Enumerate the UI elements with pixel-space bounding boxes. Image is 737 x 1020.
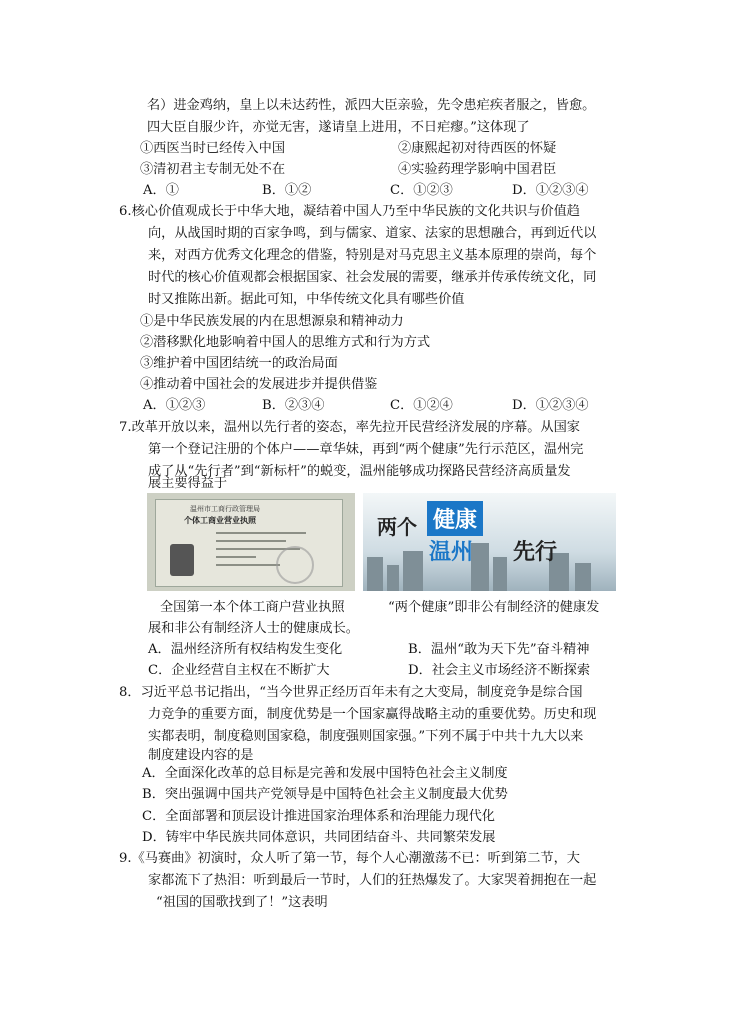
q6-stem-line-4: 时代的核心价值观都会根据国家、社会发展的需要，继承并传承传统文化，同 — [148, 270, 597, 285]
q7-option-c: C．企业经营自主权在不断扩大 — [148, 663, 330, 678]
building — [575, 563, 591, 591]
q8-option-d: D．铸牢中华民族共同体意识，共同团结奋斗、共同繁荣发展 — [142, 830, 496, 845]
q7-stem-line-2: 第一个登记注册的个体户——章华妹，再到“两个健康”先行示范区，温州完 — [148, 442, 584, 457]
banner-text-two: 两个 — [377, 515, 417, 539]
banner-text-health: 健康 — [427, 501, 483, 536]
q7-option-a: A．温州经济所有权结构发生变化 — [148, 642, 343, 657]
q6-item-2: ②潜移默化地影响着中国人的思维方式和行为方式 — [140, 335, 431, 350]
q6-stem-line-2: 向，从战国时期的百家争鸣，到与儒家、道家、法家的思想融合，再到近代以 — [148, 226, 597, 241]
building — [387, 565, 399, 591]
q7-option-b: B．温州“敢为天下先”奋斗精神 — [408, 642, 590, 657]
building — [471, 543, 489, 591]
license-text-line — [216, 564, 280, 566]
license-text-line — [216, 532, 306, 534]
q6-stem-line-5: 时又推陈出新。据此可知，中华传统文化具有哪些价值 — [148, 292, 465, 307]
q5-option-c: C．①②③ — [390, 183, 453, 198]
banner-text-lead: 先行 — [513, 540, 558, 565]
q9-stem-line-3: “祖国的国歌找到了！”这表明 — [156, 895, 328, 910]
q8-stem-line-1: 8．习近平总书记指出，“当今世界正经历百年未有之大变局，制度竞争是综合国 — [119, 685, 583, 700]
q7-stem-line-4: 展主要得益于 — [148, 476, 228, 491]
q6-item-1: ①是中华民族发展的内在思想源泉和精神动力 — [140, 314, 404, 329]
q8-stem-line-2: 力竞争的重要方面，制度优势是一个国家赢得战略主动的重要优势。历史和现 — [148, 707, 597, 722]
building — [493, 557, 507, 591]
license-seal — [276, 546, 314, 584]
license-caption: 全国第一本个体工商户营业执照 — [160, 600, 345, 615]
q6-option-b: B．②③④ — [262, 398, 325, 413]
q8-option-c: C．全面部署和顶层设计推进国家治理体系和治理能力现代化 — [142, 809, 495, 824]
q5-option-b: B．①② — [262, 183, 312, 198]
q6-option-c: C．①②④ — [390, 398, 453, 413]
q6-option-d: D．①②③④ — [512, 398, 589, 413]
q8-stem-line-3: 实都表明，制度稳则国家稳，制度强则国家强。”下列不属于中共十九大以来 — [148, 729, 584, 744]
q5-item-3: ③清初君主专制无处不在 — [140, 162, 286, 177]
license-issuer-text: 温州市工商行政管理局 — [190, 505, 260, 513]
license-text-line — [216, 556, 256, 558]
q7-option-d: D．社会主义市场经济不断探索 — [408, 663, 591, 678]
license-text-line — [216, 540, 286, 542]
q9-stem-line-1: 9.《马赛曲》初演时，众人听了第一节，每个人心潮激荡不已：听到第二节，大 — [119, 851, 580, 866]
q5-item-4: ④实验药理学影响中国君臣 — [398, 162, 557, 177]
q6-stem-line-3: 来，对西方优秀文化理念的借鉴，特别是对马克思主义基本原理的崇尚，每个 — [148, 248, 597, 263]
license-portrait — [170, 544, 194, 576]
q6-option-a: A．①②③ — [143, 398, 206, 413]
q7-stem-line-3: 成了从“先行者”到“新标杆”的蜕变，温州能够成功探路民营经济高质量发 — [148, 464, 571, 479]
license-card — [155, 499, 343, 587]
two-healths-banner — [363, 493, 616, 591]
q8-option-a: A．全面深化改革的总目标是完善和发展中国特色社会主义制度 — [142, 766, 508, 781]
q8-stem-line-4: 制度建设内容的是 — [148, 748, 254, 763]
q5-item-1: ①西医当时已经传入中国 — [140, 141, 286, 156]
banner-caption-2: 展和非公有制经济人士的健康成长。 — [148, 621, 359, 636]
business-license-photo — [147, 493, 355, 591]
q6-item-3: ③维护着中国团结统一的政治局面 — [140, 356, 338, 371]
banner-caption-1: “两个健康”即非公有制经济的健康发 — [388, 600, 600, 615]
q6-item-4: ④推动着中国社会的发展进步并提供借鉴 — [140, 377, 378, 392]
q9-stem-line-2: 家都流下了热泪：听到最后一节时，人们的狂热爆发了。大家哭着拥抱在一起 — [148, 873, 597, 888]
q7-stem-line-1: 7.改革开放以来，温州以先行者的姿态，率先拉开民营经济发展的序幕。从国家 — [119, 420, 580, 435]
building — [367, 557, 383, 591]
q5-stem-line-2: 四大臣自服少许，亦觉无害，遂请皇上进用，不日疟瘳。”这体现了 — [147, 120, 530, 135]
q5-option-a: A．① — [143, 183, 179, 198]
q5-item-2: ②康熙起初对待西医的怀疑 — [398, 141, 557, 156]
q8-option-b: B．突出强调中国共产党领导是中国特色社会主义制度最大优势 — [142, 787, 508, 802]
banner-text-wenzhou: 温州 — [429, 540, 474, 565]
q5-option-d: D．①②③④ — [512, 183, 589, 198]
license-title-text: 个体工商业营业执照 — [184, 516, 256, 525]
q6-stem-line-1: 6.核心价值观成长于中华大地，凝结着中国人乃至中华民族的文化共识与价值趋 — [119, 204, 580, 219]
building — [403, 551, 423, 591]
q5-stem-line-1: 名）进金鸡纳，皇上以未达药性，派四大臣亲验，先令患疟疾者服之，皆愈。 — [147, 98, 596, 113]
